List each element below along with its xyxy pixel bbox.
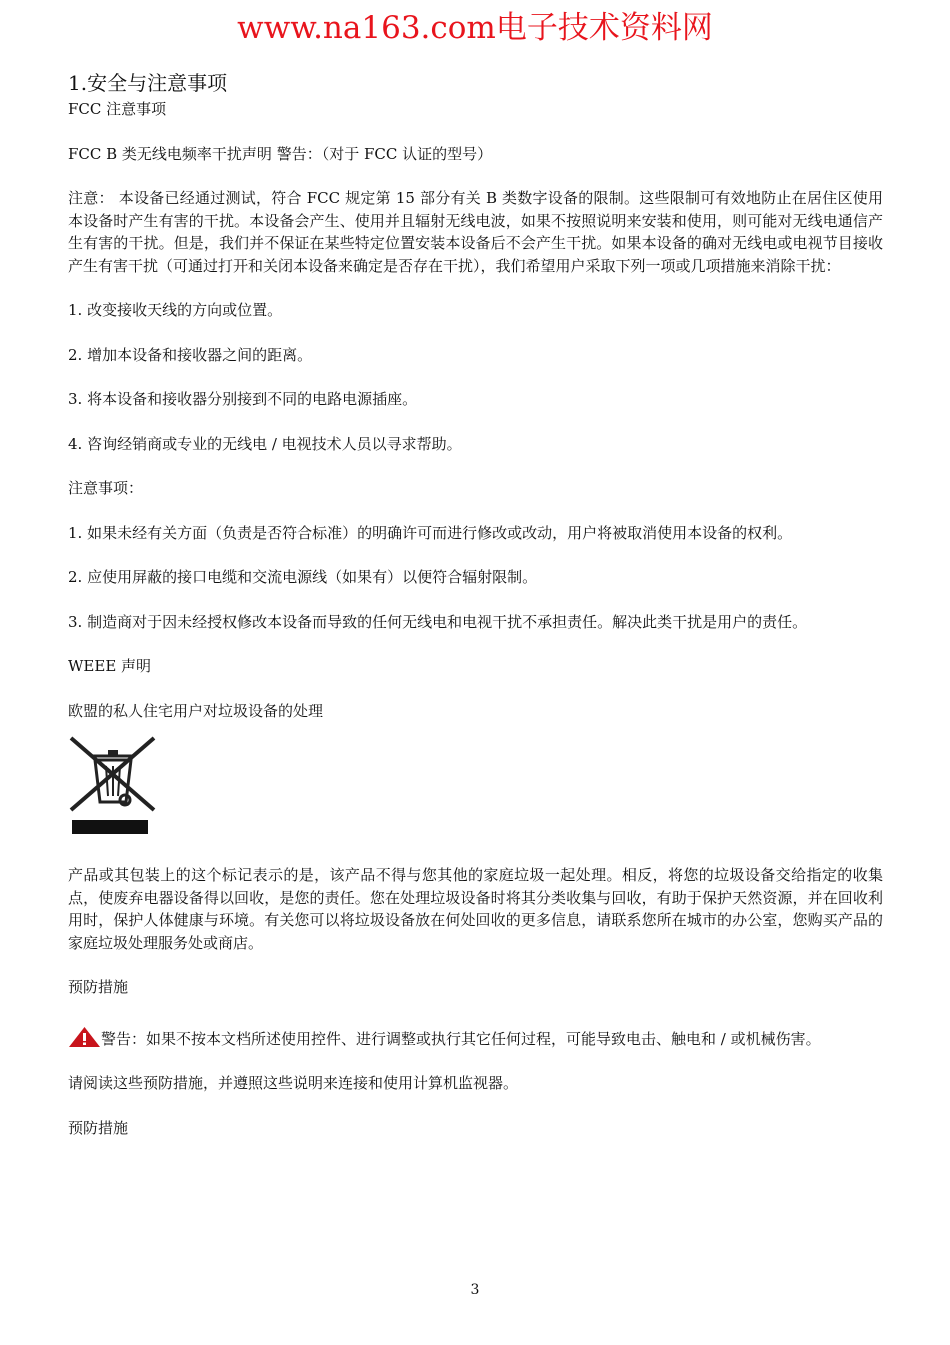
warning-triangle-icon <box>68 1026 101 1048</box>
warning-paragraph <box>68 1026 883 1051</box>
precautions-heading: 预防措施 <box>68 978 129 996</box>
watermark-banner: www.na163.com电子技术资料网 <box>237 10 713 46</box>
page-number: 3 <box>470 1282 480 1298</box>
crossed-out-wheelie-bin-icon <box>68 734 158 838</box>
weee-subheading: 欧盟的私人住宅用户对垃圾设备的处理 <box>68 701 324 720</box>
weee-heading: WEEE 声明 <box>68 657 152 675</box>
fcc-heading: FCC 注意事项 <box>68 100 167 118</box>
measure-item: 3. 将本设备和接收器分别接到不同的电路电源插座。 <box>68 390 418 408</box>
caution-item: 3. 制造商对于因未经授权修改本设备而导致的任何无线电和电视干扰不承担责任。解决此类干扰是用户的责任。 <box>68 612 808 631</box>
read-instructions: 请阅读这些预防措施，并遵照这些说明来连接和使用计算机监视器。 <box>68 1074 519 1092</box>
caution-item: 2. 应使用屏蔽的接口电缆和交流电源线（如果有）以便符合辐射限制。 <box>68 568 538 586</box>
cautions-heading: 注意事项： <box>68 479 144 497</box>
section-title: 1.安全与注意事项 <box>68 71 228 95</box>
measure-item: 1. 改变接收天线的方向或位置。 <box>68 301 283 319</box>
precautions-heading: 预防措施 <box>68 1118 129 1137</box>
fcc-statement: FCC B 类无线电频率干扰声明 警告：（对于 FCC 认证的型号） <box>68 144 493 163</box>
caution-item: 1. 如果未经有关方面（负责是否符合标准）的明确许可而进行修改或改动，用户将被取消使用本设备的权利。 <box>68 523 793 542</box>
measure-item: 2. 增加本设备和接收器之间的距离。 <box>68 345 313 364</box>
weee-paragraph: 产品或其包装上的这个标记表示的是，该产品不得与您其他的家庭垃圾一起处理。相反，将您的垃圾设备交给指定的收集点，使废弃电器设备得以回收，是您的责任。您在处理垃圾设备时将其分类收集与回收，有助于保护天然资源，并在回收利用时，保护人体健康与环境。有关您可以将垃圾设备放在何处回收的更多信息，请联系您所在城市的办公室，您购买产品的家庭垃圾处理服务处或商店。 <box>68 866 883 952</box>
notice-paragraph: 注意： 本设备已经通过测试，符合 FCC 规定第 15 部分有关 B 类数字设备的限制。这些限制可有效地防止在居住区使用本设备时产生有害的干扰。本设备会产生、使用并且辐射无线电波，如果不按照说明来安装和使用，则可能对无线电通信产生有害的干扰。但是，我们并不保证在某些特定位置安装本设备后不会产生干扰。如果本设备的确对无线电或电视节目接收产生有害干扰（可通过打开和关闭本设备来确定是否存在干扰），我们希望用户采取下列一项或几项措施来消除干扰： <box>68 189 883 275</box>
document-body <box>68 68 883 1139</box>
measure-item: 4. 咨询经销商或专业的无线电 / 电视技术人员以寻求帮助。 <box>68 434 462 453</box>
warning-text: 警告：如果不按本文档所述使用控件、进行调整或执行其它任何过程，可能导致电击、触电和 / 或机械伤害。 <box>101 1029 821 1048</box>
